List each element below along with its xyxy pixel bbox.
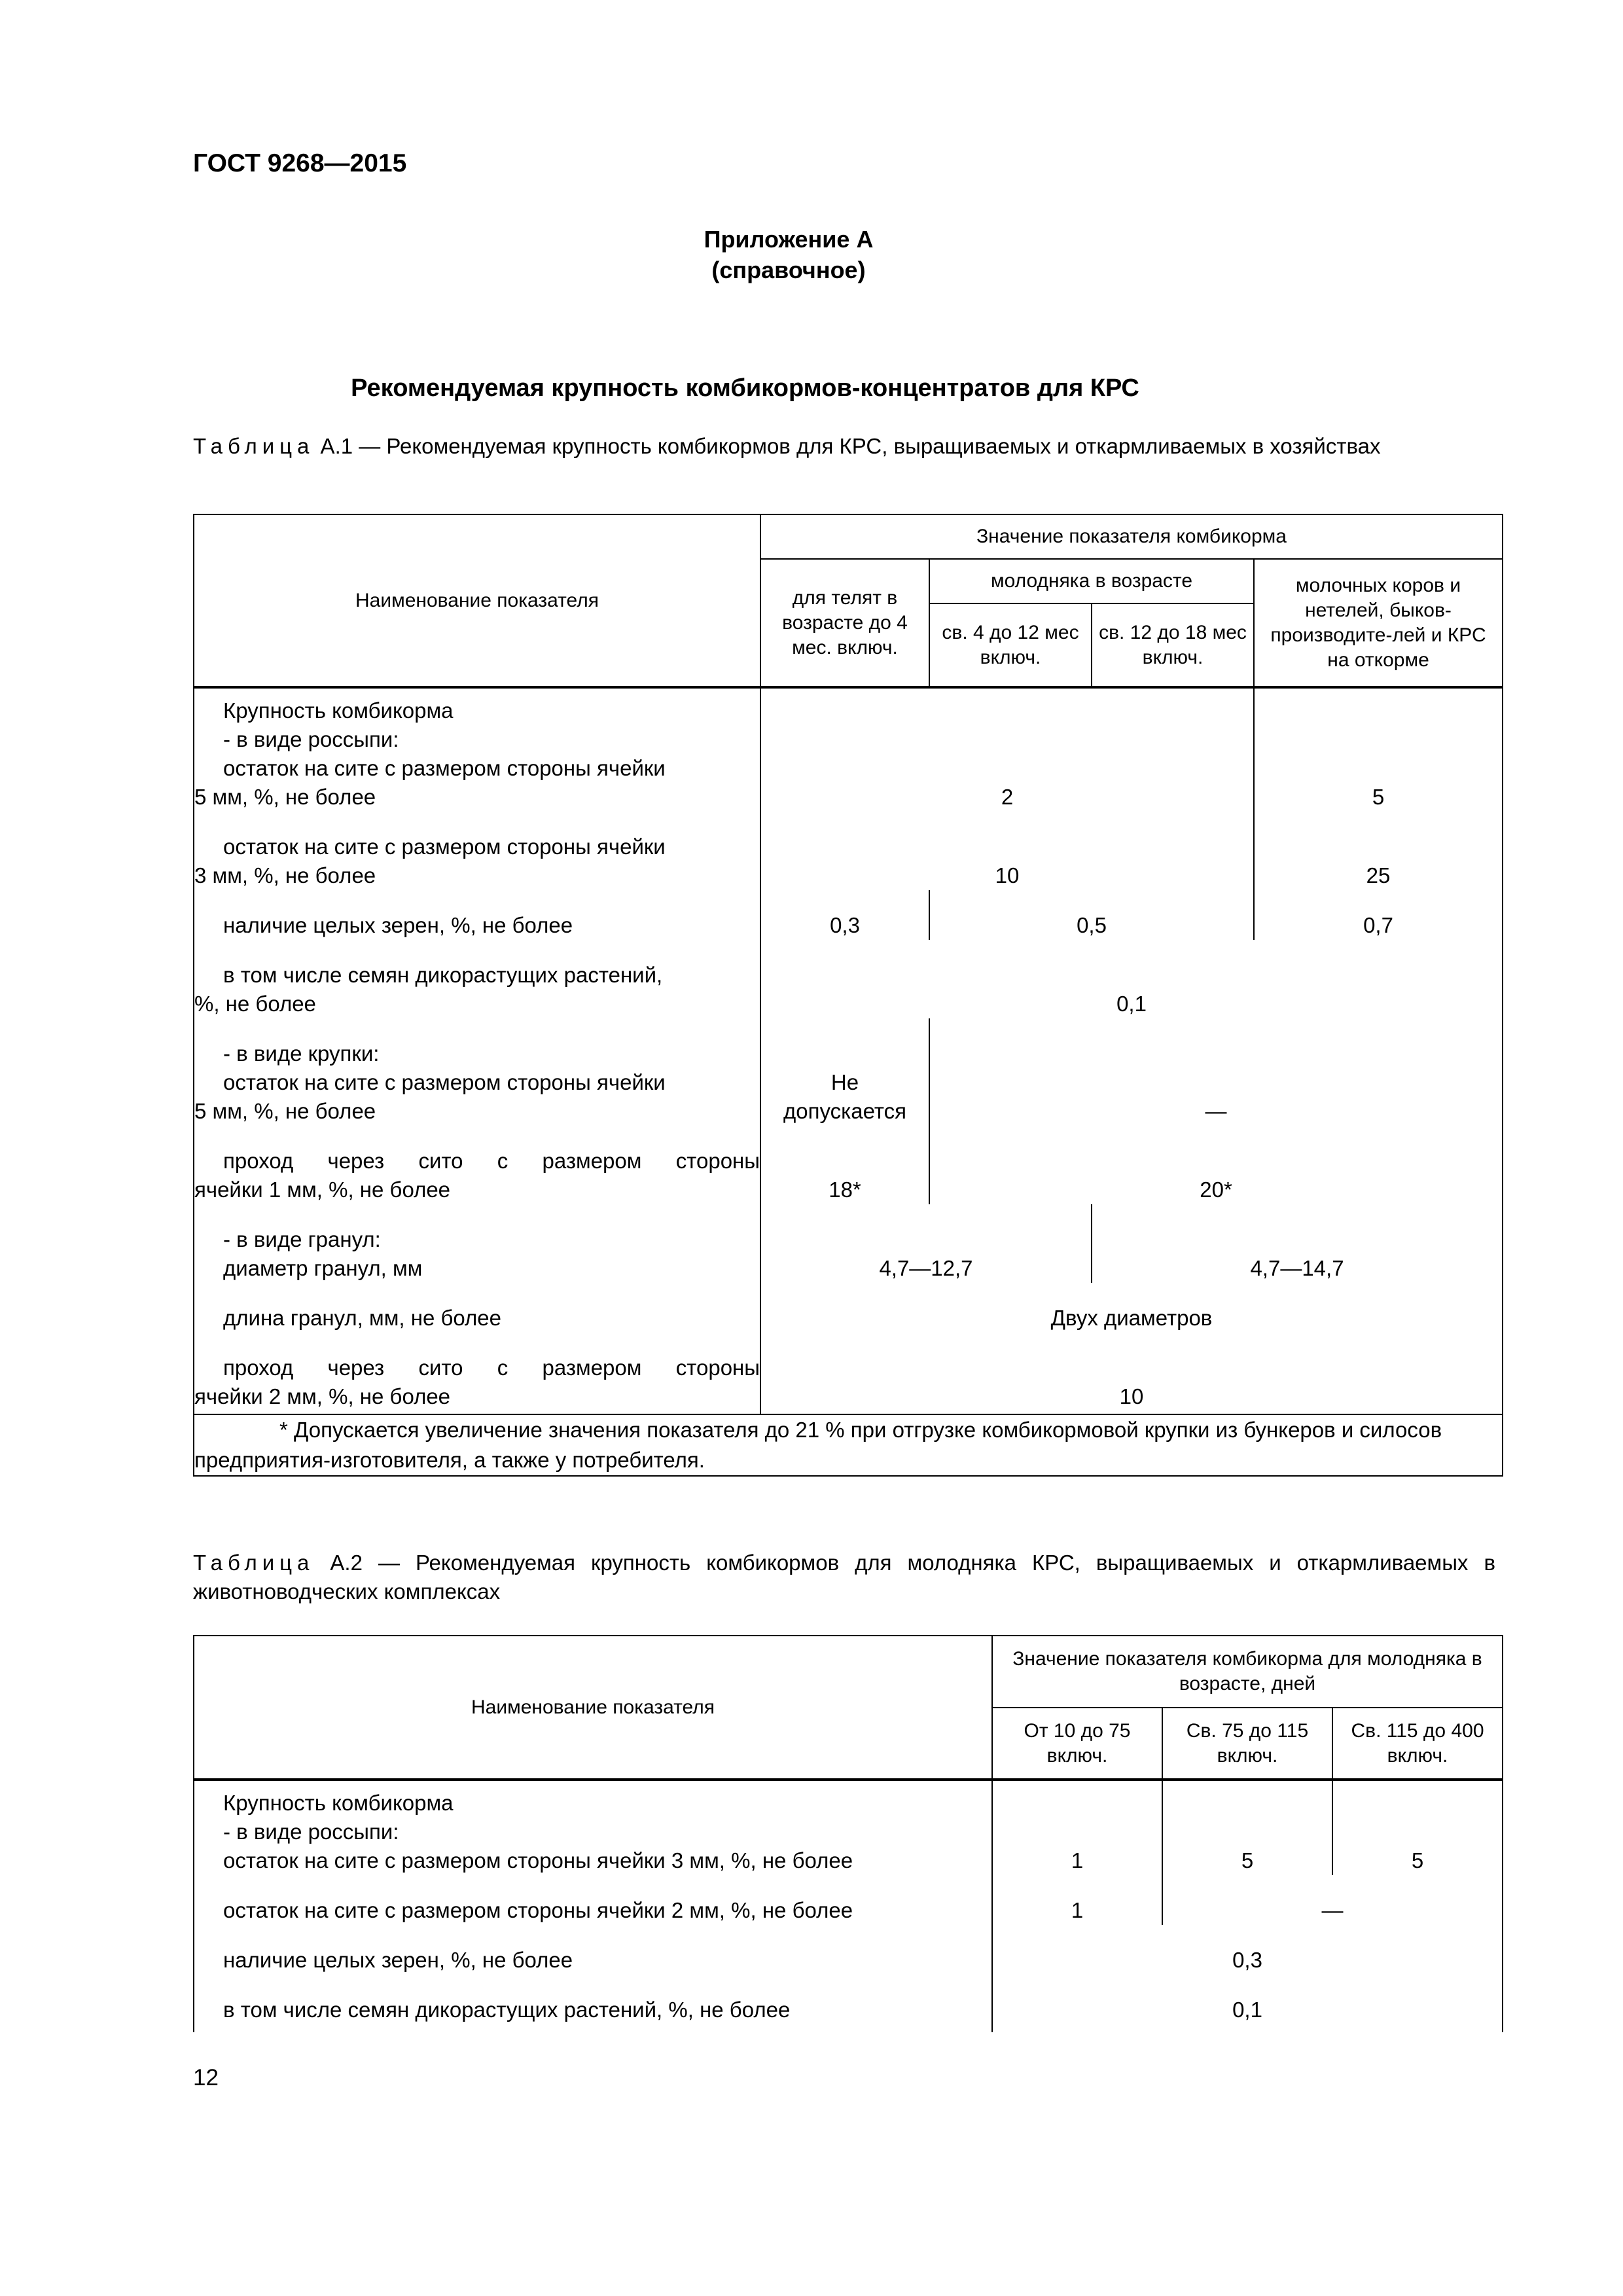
row-label: наличие целых зерен, %, не более [223,913,573,937]
row-label: проход через сито с размером стороны [223,1149,760,1173]
table-row [194,1204,1503,1283]
table-cell: Двух диаметров [1050,1306,1213,1330]
col-header-calves: для телят в возрасте до 4 мес. включ. [760,559,929,687]
table-cell: 1 [1071,1848,1084,1873]
table-cell: 0,7 [1363,913,1393,937]
table-a1 [193,514,1503,1477]
row-label: остаток на сите с размером стороны ячейки [223,834,666,859]
caption-text: А.2 — Рекомендуемая крупность комбикормов для молодняка КРС, выращиваемых и откармливаемых в животноводческих комплексах [193,1551,1495,1604]
table-cell: допускается [783,1099,906,1123]
table-cell: 10 [1119,1384,1144,1408]
table-row [194,1126,1503,1204]
table-cell: 10 [995,863,1020,888]
row-label: 3 мм, %, не более [194,863,376,888]
row-label: ячейки 2 мм, %, не более [194,1384,451,1408]
table-row [194,1975,1503,2032]
caption-label: Таблица [193,434,315,458]
table-a1-caption [193,432,1495,461]
row-label: остаток на сите с размером стороны ячейки [223,1070,666,1094]
section-title: Рекомендуемая крупность комбикормов-концентратов для КРС [351,374,1139,402]
table-cell: 0,3 [830,913,860,937]
row-label: остаток на сите с размером стороны ячейки 2 мм, %, не более [223,1898,853,1922]
row-label: в том числе семян дикорастущих растений, [223,963,663,987]
row-label: - в виде крупки: [223,1041,380,1066]
row-label: остаток на сите с размером стороны ячейки [223,756,666,780]
row-label: - в виде россыпи: [223,1820,399,1844]
col-header-young: молодняка в возрасте [929,559,1254,603]
table-row [194,1780,1503,1875]
table-a2-caption [193,1549,1495,1606]
row-label: длина гранул, мм, не более [223,1306,501,1330]
col-header-value: Значение показателя комбикорма для молодняка в возрасте, дней [992,1636,1503,1708]
table-row [194,812,1503,890]
col-header-name: Наименование показателя [194,514,760,687]
footnote-text: * Допускается увеличение значения показателя до 21 % при отгрузке комбикормовой крупки из бункеров и силосов предприятия-изготовителя, а также у потребителя. [194,1418,1442,1472]
table-a2 [193,1635,1503,2032]
page-number: 12 [193,2065,219,2090]
table-cell: 0,1 [1116,992,1147,1016]
col-header-age-1: От 10 до 75 включ. [992,1708,1162,1780]
appendix-title: Приложение А [704,226,874,253]
table-cell: 5 [1241,1848,1254,1873]
table-row [194,1018,1503,1126]
table-cell: 0,1 [1232,1998,1262,2022]
row-label: 5 мм, %, не более [194,1099,376,1123]
table-footnote [194,1414,1503,1476]
table-cell: 25 [1366,863,1391,888]
table-cell: 20* [1200,1177,1232,1202]
table-row [194,1925,1503,1975]
table-cell: Не [830,1070,859,1094]
table-cell: 5 [1411,1848,1424,1873]
table-row [194,1283,1503,1333]
table-cell: 18* [829,1177,861,1202]
row-label: в том числе семян дикорастущих растений, %, не более [223,1998,791,2022]
caption-label: Таблица [193,1551,315,1575]
table-cell: 2 [1001,785,1014,809]
table-row [194,1875,1503,1925]
row-label: наличие целых зерен, %, не более [223,1948,573,1972]
row-label: - в виде россыпи: [223,727,399,751]
row-label: остаток на сите с размером стороны ячейки 3 мм, %, не более [223,1848,853,1873]
row-label: ячейки 1 мм, %, не более [194,1177,451,1202]
table-cell: 4,7—12,7 [879,1256,973,1280]
table-cell: — [1321,1898,1344,1922]
table-cell: 4,7—14,7 [1250,1256,1344,1280]
row-label: диаметр гранул, мм [223,1256,423,1280]
col-header-age-3: Св. 115 до 400 включ. [1332,1708,1503,1780]
table-cell: 0,3 [1232,1948,1262,1972]
row-label: проход через сито с размером стороны [223,1355,760,1380]
col-header-young-12-18: св. 12 до 18 мес включ. [1092,603,1254,687]
appendix-subtitle: (справочное) [711,257,866,283]
document-header: ГОСТ 9268—2015 [193,149,407,177]
row-label: - в виде гранул: [223,1227,381,1251]
row-label: 5 мм, %, не более [194,785,376,809]
table-row [194,1333,1503,1414]
col-header-cows: молочных коров и нетелей, быков-производите-лей и КРС на откорме [1254,559,1503,687]
caption-text: А.1 — Рекомендуемая крупность комбикормов для КРС, выращиваемых и откармливаемых в хозяйствах [314,434,1381,458]
col-header-name: Наименование показателя [194,1636,992,1780]
row-label: %, не более [194,992,316,1016]
table-cell: 1 [1071,1898,1084,1922]
col-header-value: Значение показателя комбикорма [760,514,1503,559]
table-cell: 5 [1372,785,1385,809]
col-header-age-2: Св. 75 до 115 включ. [1162,1708,1332,1780]
table-cell: — [1205,1099,1227,1123]
table-row [194,687,1503,812]
table-row [194,940,1503,1018]
row-label: Крупность комбикорма [223,698,454,723]
row-label: Крупность комбикорма [223,1791,454,1815]
table-cell: 0,5 [1077,913,1107,937]
table-row [194,890,1503,940]
col-header-young-4-12: св. 4 до 12 мес включ. [929,603,1092,687]
